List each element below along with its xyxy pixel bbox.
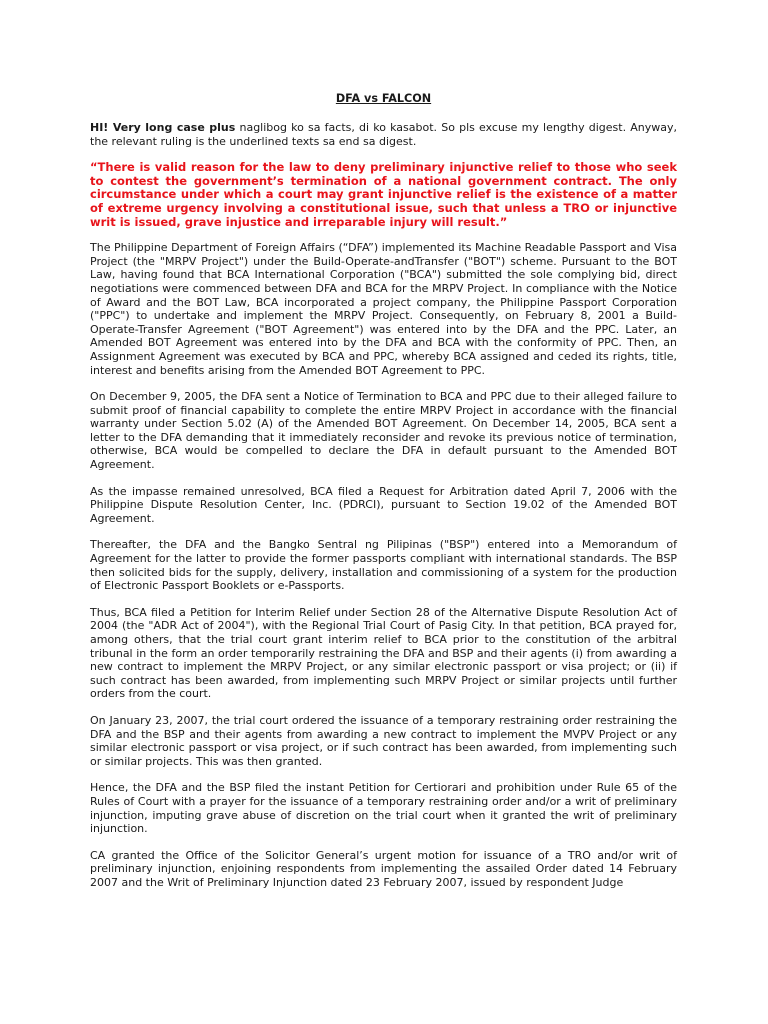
paragraph-termination: On December 9, 2005, the DFA sent a Notice of Termination to BCA and PPC due to their alleged failure to submit proof of financial capability to complete the entire MRPV Project in accordance with the financial warranty under Section 5.02 (A) of the Amended BOT Agreement. On December 14, 2005, BCA sent a letter to the DFA demanding that it immediately reconsider and revoke its previous notice of termination, otherwise, BCA would be compelled to declare the DFA in default pursuant to the Amended BOT Agreement. [90,390,677,472]
paragraph-certiorari: Hence, the DFA and the BSP filed the instant Petition for Certiorari and prohibition under Rule 65 of the Rules of Court with a prayer for the issuance of a temporary restraining order and/or a writ of preliminary injunction, imputing grave abuse of discretion on the trial court when it granted the writ of preliminary injunction. [90,781,677,836]
paragraph-tro-issued: On January 23, 2007, the trial court ordered the issuance of a temporary restraining order restraining the DFA and the BSP and their agents from awarding a new contract to implement the MVPV Project or any similar electronic passport or visa project, or if such contract has been awarded, from implementing such or similar projects. This was then granted. [90,713,677,768]
ruling-quote: “There is valid reason for the law to deny preliminary injunctive relief to those who seek to contest the government’s termination of a national government contract. The only circumstance under which a court may grant injunctive relief is the existence of a matter of extreme urgency involving a constitutional issue, such that unless a TRO or injunctive writ is issued, grave injustice and irreparable injury will result.” [90,160,677,229]
paragraph-background: The Philippine Department of Foreign Affairs (“DFA”) implemented its Machine Readable Passport and Visa Project (the "MRPV Project") under the Build-Operate-andTransfer ("BOT") scheme. Pursuant to the BOT Law, having found that BCA International Corporation ("BCA") submitted the sole complying bid, direct negotiations were commenced between DFA and BCA for the MRPV Project. In compliance with the Notice of Award and the BOT Law, BCA incorporated a project company, the Philippine Passport Corporation ("PPC") to undertake and implement the MRPV Project. Consequently, on February 8, 2001 a Build-Operate-Transfer Agreement ("BOT Agreement") was entered into by the DFA and the PPC. Later, an Amended BOT Agreement was entered into by the DFA and BCA with the conformity of PPC. Then, an Assignment Agreement was executed by BCA and PPC, whereby BCA assigned and ceded its rights, title, interest and benefits arising from the Amended BOT Agreement to PPC. [90,241,677,377]
intro-bold-text: HI! Very long case plus [90,121,236,134]
paragraph-interim-relief: Thus, BCA filed a Petition for Interim Relief under Section 28 of the Alternative Dispute Resolution Act of 2004 (the "ADR Act of 2004"), with the Regional Trial Court of Pasig City. In that petition, BCA prayed for, among others, that the trial court grant interim relief to BCA prior to the constitution of the arbitral tribunal in the form an order temporarily restraining the DFA and BSP and their agents (i) from awarding a new contract to implement the MRPV Project, or any similar electronic passport or visa project; or (ii) if such contract has been awarded, from implementing such MRPV Project or similar projects until further orders from the court. [90,605,677,701]
paragraph-ca-ruling: CA granted the Office of the Solicitor General’s urgent motion for issuance of a TRO and/or writ of preliminary injunction, enjoining respondents from implementing the assailed Order dated 14 February 2007 and the Writ of Preliminary Injunction dated 23 February 2007, issued by respondent Judge [90,848,677,889]
paragraph-arbitration: As the impasse remained unresolved, BCA filed a Request for Arbitration dated April 7, 2006 with the Philippine Dispute Resolution Center, Inc. (PDRCI), pursuant to Section 19.02 of the Amended BOT Agreement. [90,484,677,525]
intro-paragraph [90,121,677,148]
intro-rest-text: naglibog ko sa facts, di ko kasabot. So pls excuse my lengthy digest. Anyway, the relevant ruling is the underlined texts sa end sa digest. [90,121,678,148]
document-title: DFA vs FALCON [335,92,432,105]
paragraph-bsp-agreement: Thereafter, the DFA and the Bangko Sentral ng Pilipinas ("BSP") entered into a Memorandum of Agreement for the latter to provide the former passports compliant with international standards. The BSP then solicited bids for the supply, delivery, installation and commissioning of a system for the production of Electronic Passport Booklets or e-Passports. [90,538,677,593]
document-page [90,92,677,903]
